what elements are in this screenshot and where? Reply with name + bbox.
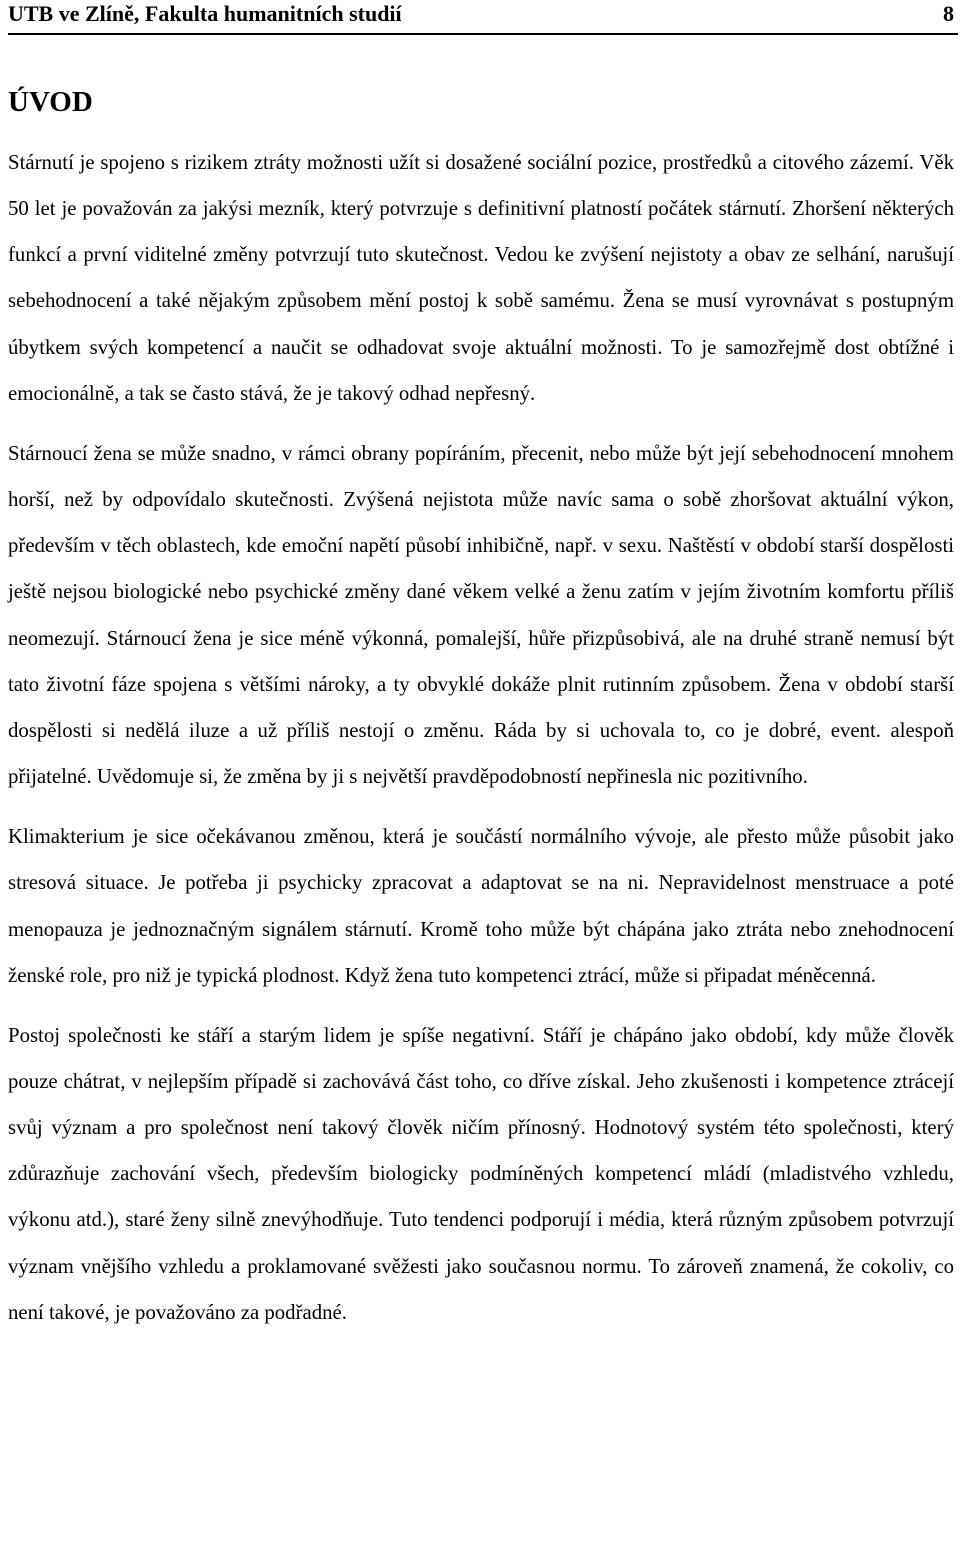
paragraph: Klimakterium je sice očekávanou změnou, která je součástí normálního vývoje, ale přesto může působit jako stresová situace. Je potřeba ji psychicky zpracovat a adaptovat se na ni. Nepravidelnost menstruace a poté menopauza je jednoznačným signálem stárnutí. Kromě toho může být chápána jako ztráta nebo znehodnocení ženské role, pro niž je typická plodnost. Když žena tuto kompetenci ztrácí, může si připadat méněcenná. bbox=[8, 825, 954, 987]
paragraph: Postoj společnosti ke stáří a starým lidem je spíše negativní. Stáří je chápáno jako období, kdy může člověk pouze chátrat, v nejlepším případě si zachovává část toho, co dříve získal. Jeho zkušenosti i kompetence ztrácejí svůj význam a pro společnost není takový člověk ničím přínosný. Hodnotový systém této společnosti, který zdůrazňuje zachování všech, především biologicky podmíněných kompetencí mládí (mladistvého vzhledu, výkonu atd.), staré ženy silně znevýhodňuje. Tuto tendenci podporují i média, která různým způsobem potvrzují význam vnějšího vzhledu a proklamované svěžesti jako současnou normu. To zároveň znamená, že cokoliv, co není takové, je považováno za podřadné. bbox=[8, 1023, 954, 1324]
paragraph: Stárnutí je spojeno s rizikem ztráty možnosti užít si dosažené sociální pozice, prostředků a citového zázemí. Věk 50 let je považován za jakýsi mezník, který potvrzuje s definitivní platností počátek stárnutí. Zhoršení některých funkcí a první viditelné změny potvrzují tuto skutečnost. Vedou ke zvýšení nejistoty a obav ze selhání, narušují sebehodnocení a také nějakým způsobem mění postoj k sobě samému. Žena se musí vyrovnávat s postupným úbytkem svých kompetencí a naučit se odhadovat svoje aktuální možnosti. To je samozřejmě dost obtížné i emocionálně, a tak se často stává, že je takový odhad nepřesný. bbox=[8, 151, 954, 405]
section-heading: ÚVOD bbox=[8, 86, 93, 118]
page-header bbox=[8, 0, 954, 31]
header-divider bbox=[8, 33, 958, 35]
header-institution: UTB ve Zlíně, Fakulta humanitních studií bbox=[8, 1, 402, 26]
document-page bbox=[8, 0, 954, 1336]
body-text bbox=[8, 140, 954, 1336]
paragraph: Stárnoucí žena se může snadno, v rámci obrany popíráním, přecenit, nebo může být její sebehodnocení mnohem horší, než by odpovídalo skutečnosti. Zvýšená nejistota může navíc sama o sobě zhoršovat aktuální výkon, především v těch oblastech, kde emoční napětí působí inhibičně, např. v sexu. Naštěstí v období starší dospělosti ještě nejsou biologické nebo psychické změny dané věkem velké a ženu zatím v jejím životním komfortu příliš neomezují. Stárnoucí žena je sice méně výkonná, pomalejší, hůře přizpůsobivá, ale na druhé straně nemusí být tato životní fáze spojena s většími nároky, a ty obvyklé dokáže plnit rutinním způsobem. Žena v období starší dospělosti si nedělá iluze a už příliš nestojí o změnu. Ráda by si uchovala to, co je dobré, event. alespoň přijatelné. Uvědomuje si, že změna by ji s největší pravděpodobností nepřinesla nic pozitivního. bbox=[8, 441, 954, 789]
page-number: 8 bbox=[943, 1, 954, 26]
